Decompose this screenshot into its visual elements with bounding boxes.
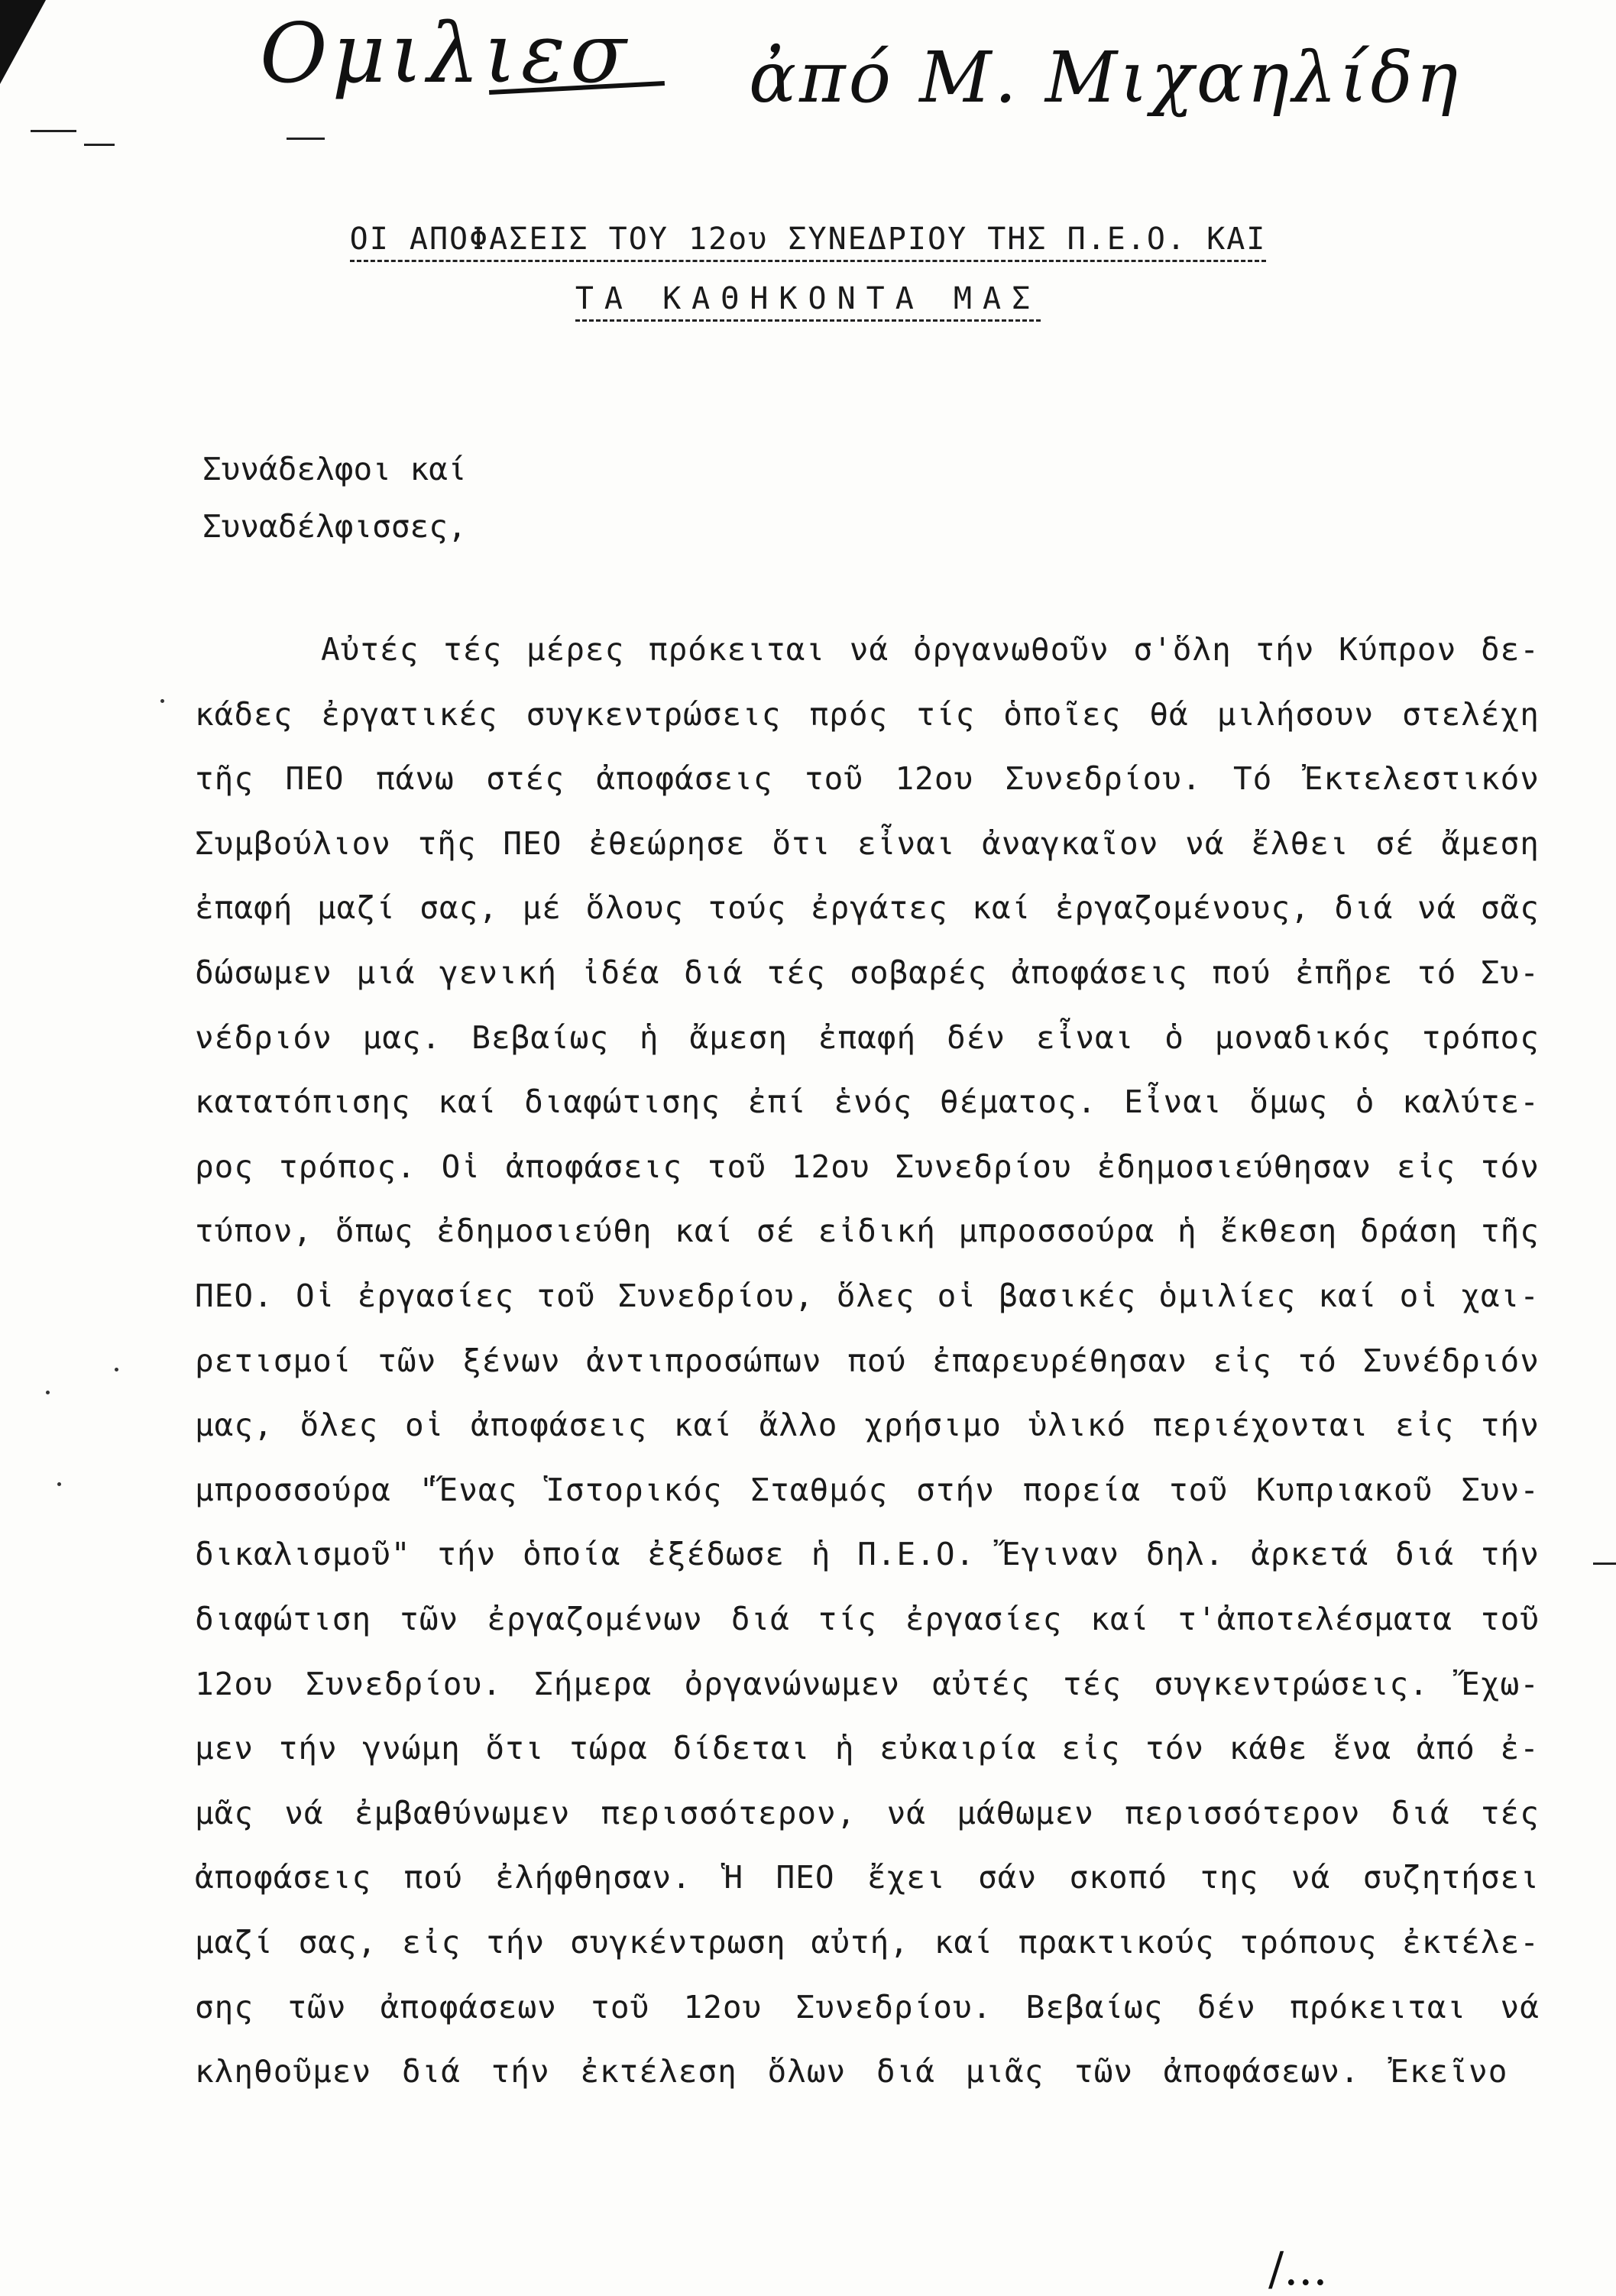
body-line: νέδριόν μας. Βεβαίως ἡ ἄμεση ἐπαφή δέν εἶναι ὁ μοναδικός τρόπος (195, 1018, 1540, 1056)
body-line: μαζί σας, εἰς τήν συγκέντρωση αὐτή, καί πρακτικούς τρόπους ἐκτέλε- (195, 1924, 1540, 1961)
margin-mark (1593, 1563, 1616, 1565)
body-line: δώσωμεν μιά γενική ἰδέα διά τές σοβαρές ἀποφάσεις πού ἐπῆρε τό Συ- (195, 954, 1540, 991)
scan-speck (115, 1368, 118, 1371)
body-line: μᾶς νά ἐμβαθύνωμεν περισσότερον, νά μάθωμεν περισσότερον διά τές (195, 1794, 1540, 1831)
body-line: Αὐτές τές μέρες πρόκειται νά ὀργανωθοῦν σ'ὅλη τήν Κύπρον δε- (321, 631, 1540, 668)
scan-speck (160, 699, 164, 703)
body-line: 12ου Συνεδρίου. Σήμερα ὀργανώνωμεν αὐτές τές συγκεντρώσεις. Ἔχω- (195, 1665, 1540, 1702)
body-line: διαφώτιση τῶν ἐργαζομένων διά τίς ἐργασίες καί τ'ἀποτελέσματα τοῦ (195, 1601, 1540, 1637)
scan-speck (57, 1482, 61, 1486)
scan-speck (46, 1391, 50, 1394)
body-line: ἀποφάσεις πού ἐλήφθησαν. Ἡ ΠΕΟ ἔχει σάν σκοπό της νά συζητήσει (195, 1859, 1540, 1896)
body-line: κατατόπισης καί διαφώτισης ἐπί ἑνός θέματος. Εἶναι ὅμως ὁ καλύτε- (195, 1083, 1540, 1121)
body-line: μας, ὅλες οἱ ἀποφάσεις καί ἄλλο χρήσιμο ὑλικό περιέχονται εἰς τήν (195, 1407, 1540, 1444)
corner-mark (0, 0, 46, 84)
body-line: τύπον, ὅπως ἐδημοσιεύθη καί σέ εἰδική μπροσσούρα ἡ ἔκθεση δράση τῆς (195, 1213, 1540, 1250)
body-line: Συμβούλιον τῆς ΠΕΟ ἐθεώρησε ὅτι εἶναι ἀναγκαῖον νά ἔλθει σέ ἄμεση (195, 824, 1540, 862)
continuation-mark: /... (1268, 2243, 1328, 2296)
salutation-line-2: Συναδέλφισσες, (202, 508, 467, 545)
margin-mark (31, 130, 76, 132)
body-line: κληθοῦμεν διά τήν ἐκτέλεση ὅλων διά μιᾶς τῶν ἀποφάσεων. Ἐκεῖνο (195, 2053, 1508, 2090)
body-line: σης τῶν ἀποφάσεων τοῦ 12ου Συνεδρίου. Βεβαίως δέν πρόκειται νά (195, 1988, 1540, 2026)
body-line: μεν τήν γνώμη ὅτι τώρα δίδεται ἡ εὐκαιρία εἰς τόν κάθε ἕνα ἀπό ἐ- (195, 1730, 1540, 1767)
body-line: δικαλισμοῦ" τήν ὁποία ἐξέδωσε ἡ Π.Ε.Ο. Ἔγιναν δηλ. ἀρκετά διά τήν (195, 1536, 1540, 1573)
body-line: κάδες ἐργατικές συγκεντρώσεις πρός τίς ὁποῖες θά μιλήσουν στελέχη (195, 695, 1540, 733)
margin-mark (287, 138, 325, 140)
body-line: ρετισμοί τῶν ξένων ἀντιπροσώπων πού ἐπαρευρέθησαν εἰς τό Συνέδριόν (195, 1342, 1540, 1379)
heading-line-1: ΟΙ ΑΠΟΦΑΣΕΙΣ ΤΟΥ 12ου ΣΥΝΕΔΡΙΟΥ ΤΗΣ Π.Ε.Ο. ΚΑΙ (0, 222, 1616, 262)
handwritten-title: Ομιλιεσ (260, 6, 631, 102)
body-line: ἐπαφή μαζί σας, μέ ὅλους τούς ἐργάτες καί ἐργαζομένους, διά νά σᾶς (195, 889, 1540, 927)
handwritten-author: ἀπό Μ. Μιχαηλίδη (749, 37, 1462, 118)
body-line: ρος τρόπος. Οἱ ἀποφάσεις τοῦ 12ου Συνεδρίου ἐδημοσιεύθησαν εἰς τόν (195, 1148, 1540, 1185)
salutation-line-1: Συνάδελφοι καί (202, 451, 467, 487)
body-line: μπροσσούρα "Ἕνας Ἱστορικός Σταθμός στήν πορεία τοῦ Κυπριακοῦ Συν- (195, 1471, 1540, 1508)
body-line: τῆς ΠΕΟ πάνω στές ἀποφάσεις τοῦ 12ου Συνεδρίου. Τό Ἐκτελεστικόν (195, 760, 1540, 798)
heading-line-2: ΤΑ ΚΑΘΗΚΟΝΤΑ ΜΑΣ (0, 281, 1616, 322)
margin-mark (84, 144, 115, 146)
body-line: ΠΕΟ. Οἱ ἐργασίες τοῦ Συνεδρίου, ὅλες οἱ βασικές ὁμιλίες καί οἱ χαι- (195, 1278, 1540, 1314)
